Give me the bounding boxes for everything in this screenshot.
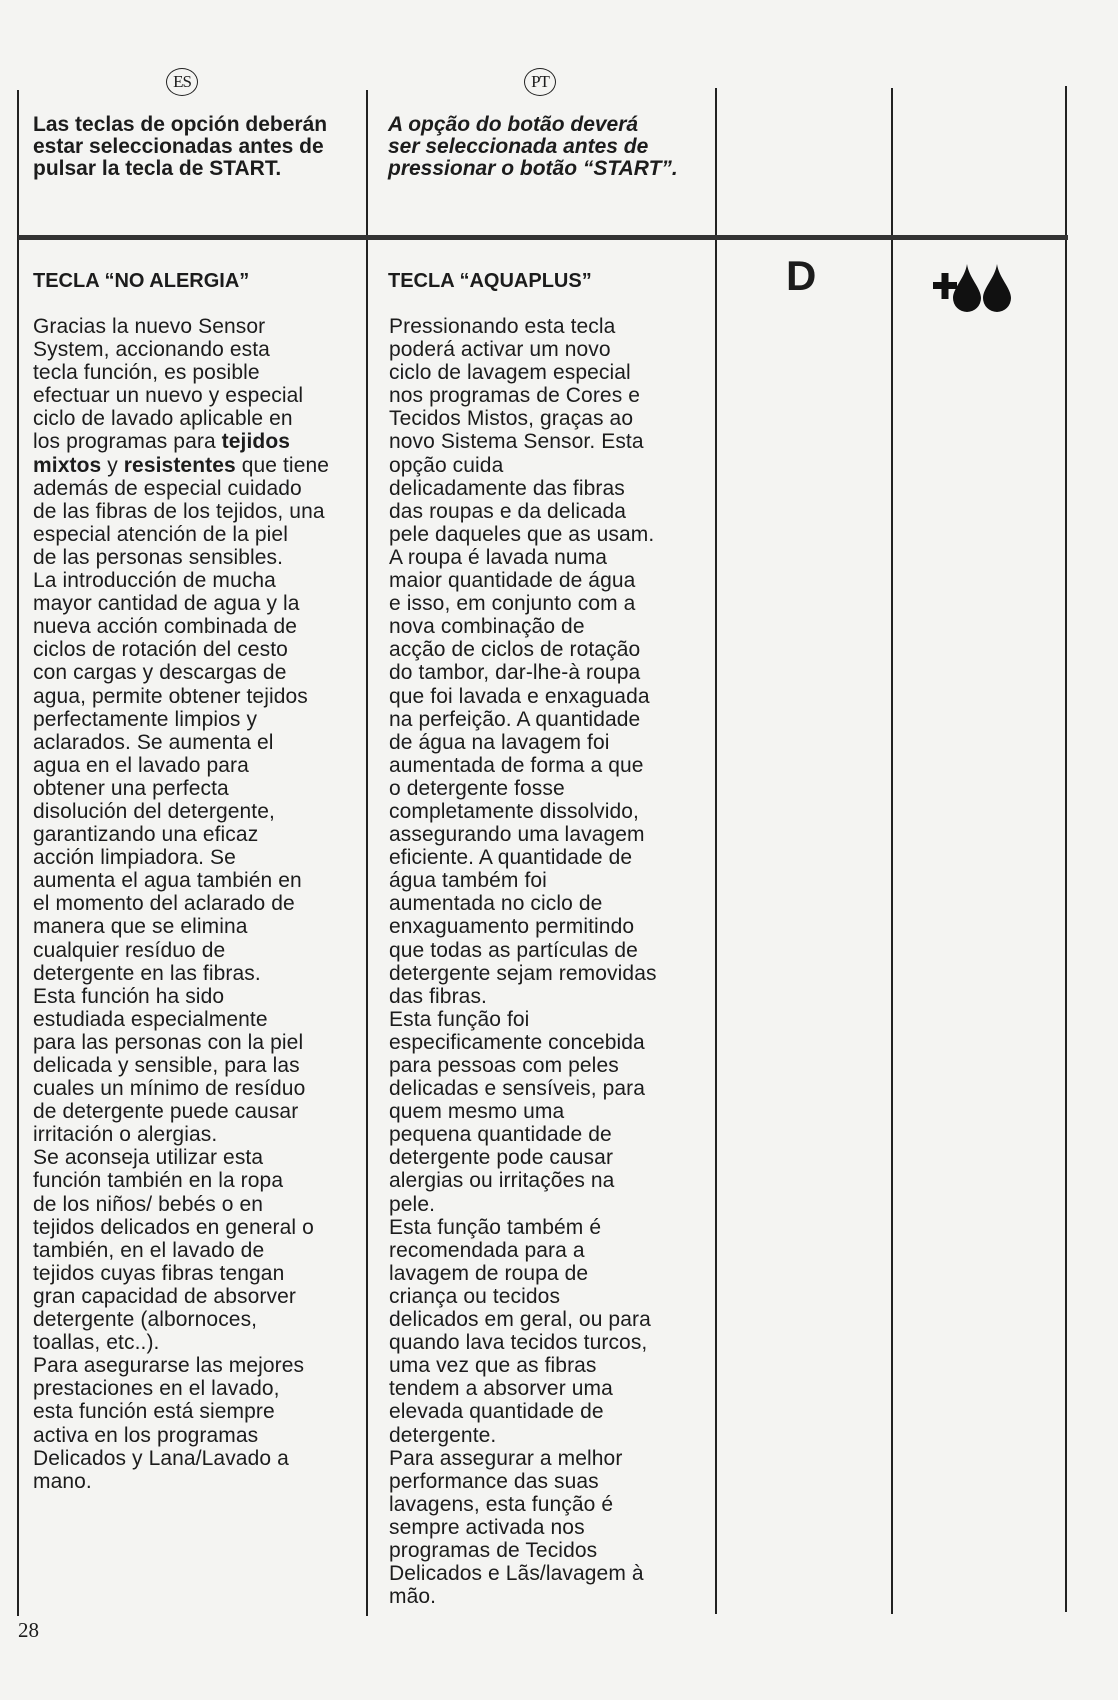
body-line: sempre activada nos [389,1515,585,1539]
body-line: delicadamente das fibras [389,476,625,500]
body-line: detergente sejam removidas [389,961,657,985]
body-line: A roupa é lavada numa [389,545,608,569]
body-line: agua, permite obtener tejidos [33,684,308,708]
body-line: lavagem de roupa de [389,1261,589,1285]
text-segment: los programas para [33,430,222,454]
body-line: especial atención de la piel [33,522,288,546]
page-number: 28 [18,1618,39,1642]
body-line: aclarados. Se aumenta el [33,730,274,754]
body-line: completamente dissolvido, [389,799,639,823]
body-line: Para asegurarse las mejores [33,1354,305,1378]
body-line: do tambor, dar-lhe-à roupa [389,661,641,685]
body-line [33,454,329,477]
column-divider [366,90,368,1616]
body-line: das fibras. [389,984,487,1008]
intro-line: A opção do botão deverá [388,113,639,136]
heading-es: TECLA “NO ALERGIA” [33,270,250,292]
intro-line: pressionar o botão “START”. [388,157,678,180]
body-line: Delicados y Lana/Lavado a [33,1446,289,1470]
body-line: criança ou tecidos [389,1284,561,1308]
body-line: para pessoas com peles [389,1054,619,1077]
body-line: lavagens, esta função é [389,1492,614,1516]
body-line: garantizando una eficaz [33,823,259,847]
body-line: ciclo de lavagem especial [389,361,631,385]
body-line: performance das suas [389,1469,599,1493]
body-line: na perfeição. A quantidade [389,707,641,731]
language-badge-pt: PT [524,68,556,96]
body-line: activa en los programas [33,1423,259,1447]
column-divider [891,88,893,1614]
body-line: Esta função foi [389,1007,530,1031]
body-line: el momento del aclarado de [33,892,295,916]
body-line: de las personas sensibles. [33,545,284,569]
body-line: uma vez que as fibras [389,1354,597,1378]
body-line: también, en el lavado de [33,1238,265,1262]
body-line: opção cuida [389,453,504,477]
body-line: Esta função também é [389,1215,602,1239]
body-line: poderá activar um novo [389,338,611,362]
body-line: gran capacidad de absorver [33,1284,296,1308]
bold-term: tejidos [221,430,291,454]
body-line: detergente (albornoces, [33,1308,258,1332]
body-line: de água na lavagem foi [389,730,610,754]
bold-term: mixtos [33,453,102,477]
body-line: función también en la ropa [33,1169,284,1193]
body-line: Tecidos Mistos, graças ao [389,407,634,431]
body-line: o detergente fosse [389,776,565,800]
body-line: aumentada no ciclo de [389,892,603,916]
body-line: aumenta el agua también en [33,869,302,893]
body-line: detergente. [389,1423,497,1447]
body-line: acção de ciclos de rotação [389,638,641,662]
body-line: que todas as partículas de [389,938,638,962]
body-line: Pressionando esta tecla [389,315,616,338]
body-line: Delicados e Lãs/lavagem à [389,1562,644,1586]
body-line: de las fibras de los tejidos, una [33,499,325,523]
body-text-pt [389,315,657,1608]
bold-term: resistentes [123,453,236,477]
body-line: toallas, etc..). [33,1331,160,1355]
column-divider [715,88,717,1614]
body-line: prestaciones en el lavado, [33,1377,280,1401]
intro-line: Las teclas de opción deberán [33,113,328,136]
body-line: alergias ou irritações na [389,1169,615,1193]
body-line: nova combinação de [389,615,585,639]
body-line: además de especial cuidado [33,476,302,500]
body-line: assegurando uma lavagem [389,823,645,847]
body-line: esta función está siempre [33,1400,275,1424]
body-line: tendem a absorver uma [389,1377,613,1401]
body-line: das roupas e da delicada [389,499,627,523]
intro-line: pulsar la tecla de START. [33,157,282,180]
body-line: mayor cantidad de agua y la [33,592,300,616]
body-line: mão. [389,1585,437,1609]
body-line: irritación o alergias. [33,1123,218,1147]
body-line: quem mesmo uma [389,1100,565,1124]
header-separator [18,235,1068,240]
body-line: para las personas con la piel [33,1030,304,1054]
body-line: Se aconseja utilizar esta [33,1146,264,1170]
intro-pt [388,114,718,180]
body-line: pele. [389,1192,436,1216]
body-line: água também foi [389,869,547,893]
body-line: especificamente concebida [389,1030,645,1054]
body-line: Esta función ha sido [33,984,225,1008]
body-line: tecla función, es posible [33,361,260,385]
body-line: pele daqueles que as usam. [389,522,655,546]
body-line: delicados em geral, ou para [389,1308,651,1332]
plus-water-drops-icon [933,262,1015,317]
body-line: novo Sistema Sensor. Esta [389,430,644,454]
intro-line: estar seleccionadas antes de [33,135,324,158]
body-line: cuales un mínimo de resíduo [33,1077,306,1101]
body-line: tejidos delicados en general o [33,1215,314,1239]
intro-es [33,114,363,180]
body-line: ciclos de rotación del cesto [33,638,288,662]
body-line: e isso, em conjunto com a [389,592,636,616]
body-line: mano. [33,1469,92,1493]
body-line: La introducción de mucha [33,569,276,593]
language-badge-es: ES [166,68,198,96]
body-line: pequena quantidade de [389,1123,612,1147]
body-line: Para assegurar a melhor [389,1446,623,1470]
text-segment: que tiene [235,453,330,477]
body-line: de los niños/ bebés o en [33,1192,264,1216]
body-line: delicadas e sensíveis, para [389,1077,646,1101]
option-letter: D [786,252,817,299]
body-line: ciclo de lavado aplicable en [33,407,293,431]
body-line: nueva acción combinada de [33,615,298,639]
body-line: tejidos cuyas fibras tengan [33,1261,285,1285]
body-line: cualquier resíduo de [33,938,226,962]
body-line: obtener una perfecta [33,776,229,800]
body-line: efectuar un nuevo y especial [33,384,304,408]
body-line [33,430,329,453]
body-line: programas de Tecidos [389,1538,598,1562]
intro-line: ser seleccionada antes de [388,135,649,158]
body-line: enxaguamento permitindo [389,915,635,939]
body-line: aumentada de forma a que [389,753,644,777]
body-line: con cargas y descargas de [33,661,287,685]
body-line: estudiada especialmente [33,1007,268,1031]
column-divider [1065,86,1067,1612]
body-line: disolución del detergente, [33,799,275,823]
body-line: perfectamente limpios y [33,707,258,731]
body-line: acción limpiadora. Se [33,846,236,870]
body-line: eficiente. A quantidade de [389,846,633,870]
body-line: System, accionando esta [33,338,270,362]
body-line: nos programas de Cores e [389,384,641,408]
text-segment: y [101,453,124,477]
body-text-es [33,315,329,1493]
body-line: manera que se elimina [33,915,248,939]
body-line: Gracias la nuevo Sensor [33,315,266,338]
body-line: detergente en las fibras. [33,961,261,985]
heading-pt: TECLA “AQUAPLUS” [388,270,592,292]
column-divider [17,90,19,1616]
body-line: elevada quantidade de [389,1400,604,1424]
body-line: maior quantidade de água [389,569,636,593]
body-line: de detergente puede causar [33,1100,299,1124]
body-line: detergente pode causar [389,1146,614,1170]
body-line: agua en el lavado para [33,753,249,777]
body-line: quando lava tecidos turcos, [389,1331,648,1355]
body-line: que foi lavada e enxaguada [389,684,650,708]
body-line: delicada y sensible, para las [33,1054,300,1077]
body-line: recomendada para a [389,1238,585,1262]
